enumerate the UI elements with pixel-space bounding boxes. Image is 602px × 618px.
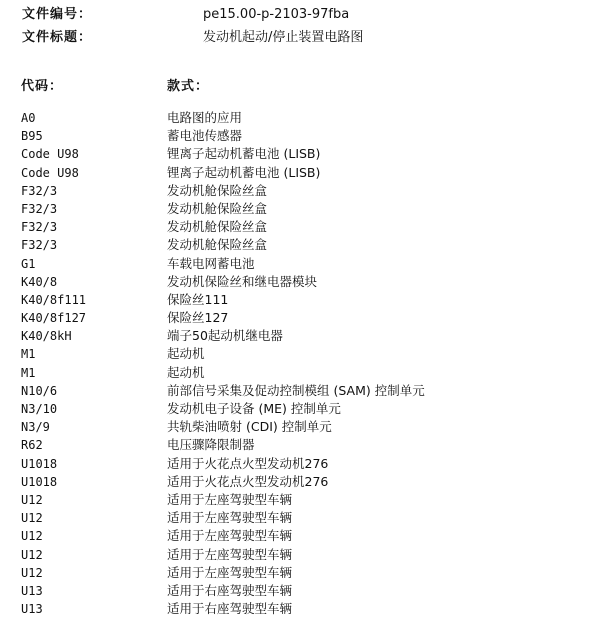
component-code: F32/3: [21, 220, 58, 235]
component-description: 适用于右座驾驶型车辆: [167, 582, 293, 598]
component-description: 适用于火花点火型发动机276: [167, 455, 329, 471]
component-code: U12: [21, 511, 43, 526]
table-row: [0, 418, 602, 436]
table-row: [0, 527, 602, 545]
component-description: 适用于左座驾驶型车辆: [167, 528, 293, 544]
component-description: 发动机舱保险丝盒: [167, 219, 268, 235]
table-row: [0, 345, 602, 363]
component-description: 发动机舱保险丝盒: [167, 237, 268, 253]
component-code: N3/10: [21, 402, 58, 416]
component-code: U12: [21, 565, 43, 580]
component-description: 蓄电池传感器: [167, 128, 243, 144]
component-code: F32/3: [21, 201, 58, 216]
table-row: [0, 127, 602, 145]
component-description: 起动机: [167, 364, 205, 380]
component-description: 适用于右座驾驶型车辆: [167, 601, 293, 617]
table-row: [0, 400, 602, 418]
component-description: 共轨柴油喷射 (CDI) 控制单元: [167, 419, 332, 435]
component-description: 适用于左座驾驶型车辆: [167, 546, 293, 562]
table-row: [0, 291, 602, 309]
table-row: [0, 255, 602, 273]
component-code: K40/8: [21, 274, 58, 289]
file-title-value: 发动机起动/停止装置电路图: [203, 30, 364, 45]
component-description: 适用于火花点火型发动机276: [167, 473, 329, 489]
component-description: 发动机保险丝和继电器模块: [167, 273, 318, 289]
component-list: [0, 109, 602, 618]
table-row: [0, 327, 602, 345]
table-row: [0, 473, 602, 491]
component-description: 适用于左座驾驶型车辆: [167, 491, 293, 507]
table-row: [0, 200, 602, 218]
file-title-label: 文件标题：: [22, 30, 93, 45]
component-description: 锂离子起动机蓄电池 (LISB): [167, 146, 321, 162]
component-description: 电压骤降限制器: [167, 437, 255, 453]
component-description: 保险丝127: [167, 310, 229, 326]
component-code: N3/9: [21, 420, 50, 435]
component-description: 发动机舱保险丝盒: [167, 182, 268, 198]
table-row: [0, 364, 602, 382]
table-row: [0, 382, 602, 400]
component-code: Code U98: [21, 147, 79, 162]
component-code: K40/8f111: [21, 292, 87, 307]
table-row: [0, 164, 602, 182]
table-row: [0, 218, 602, 236]
component-code: U12: [21, 529, 43, 544]
component-description: 适用于左座驾驶型车辆: [167, 564, 293, 580]
file-number-value: pe15.00-p-2103-97fba: [203, 7, 350, 22]
table-row: [0, 600, 602, 618]
component-code: R62: [21, 438, 43, 453]
file-number-label: 文件编号：: [22, 7, 93, 22]
component-description: 电路图的应用: [167, 110, 243, 125]
component-description: 车载电网蓄电池: [167, 255, 255, 271]
table-row: [0, 582, 602, 600]
table-row: [0, 564, 602, 582]
component-code: U12: [21, 547, 43, 562]
component-description: 前部信号采集及促动控制模组 (SAM) 控制单元: [167, 382, 425, 398]
component-code: U13: [21, 602, 43, 617]
table-row: [0, 491, 602, 509]
component-code: U1018: [21, 474, 58, 489]
model-column-header: 款式：: [167, 79, 210, 94]
component-description: 保险丝111: [167, 291, 229, 307]
component-description: 发动机电子设备 (ME) 控制单元: [167, 401, 341, 416]
table-row: [0, 182, 602, 200]
component-code: N10/6: [21, 383, 58, 398]
component-description: 发动机舱保险丝盒: [167, 200, 268, 216]
component-code: K40/8kH: [21, 329, 72, 344]
component-code: F32/3: [21, 238, 58, 253]
component-code: G1: [21, 256, 36, 271]
component-code: M1: [21, 365, 36, 380]
table-row: [0, 309, 602, 327]
code-column-header: 代码：: [21, 79, 64, 94]
table-row: [0, 546, 602, 564]
component-code: M1: [21, 347, 36, 362]
table-row: [0, 145, 602, 163]
component-code: U12: [21, 492, 43, 507]
table-row: [0, 236, 602, 254]
component-code: B95: [21, 129, 43, 144]
component-code: F32/3: [21, 183, 58, 198]
table-row: [0, 109, 602, 127]
component-code: U1018: [21, 456, 58, 471]
component-code: A0: [21, 111, 36, 125]
table-row: [0, 509, 602, 527]
table-row: [0, 273, 602, 291]
table-row: [0, 436, 602, 454]
component-description: 起动机: [167, 346, 205, 362]
component-description: 端子50起动机继电器: [167, 328, 283, 344]
component-code: Code U98: [21, 165, 79, 180]
component-description: 锂离子起动机蓄电池 (LISB): [167, 164, 321, 180]
table-row: [0, 455, 602, 473]
component-code: K40/8f127: [21, 311, 87, 326]
component-code: U13: [21, 583, 43, 598]
component-description: 适用于左座驾驶型车辆: [167, 510, 293, 526]
